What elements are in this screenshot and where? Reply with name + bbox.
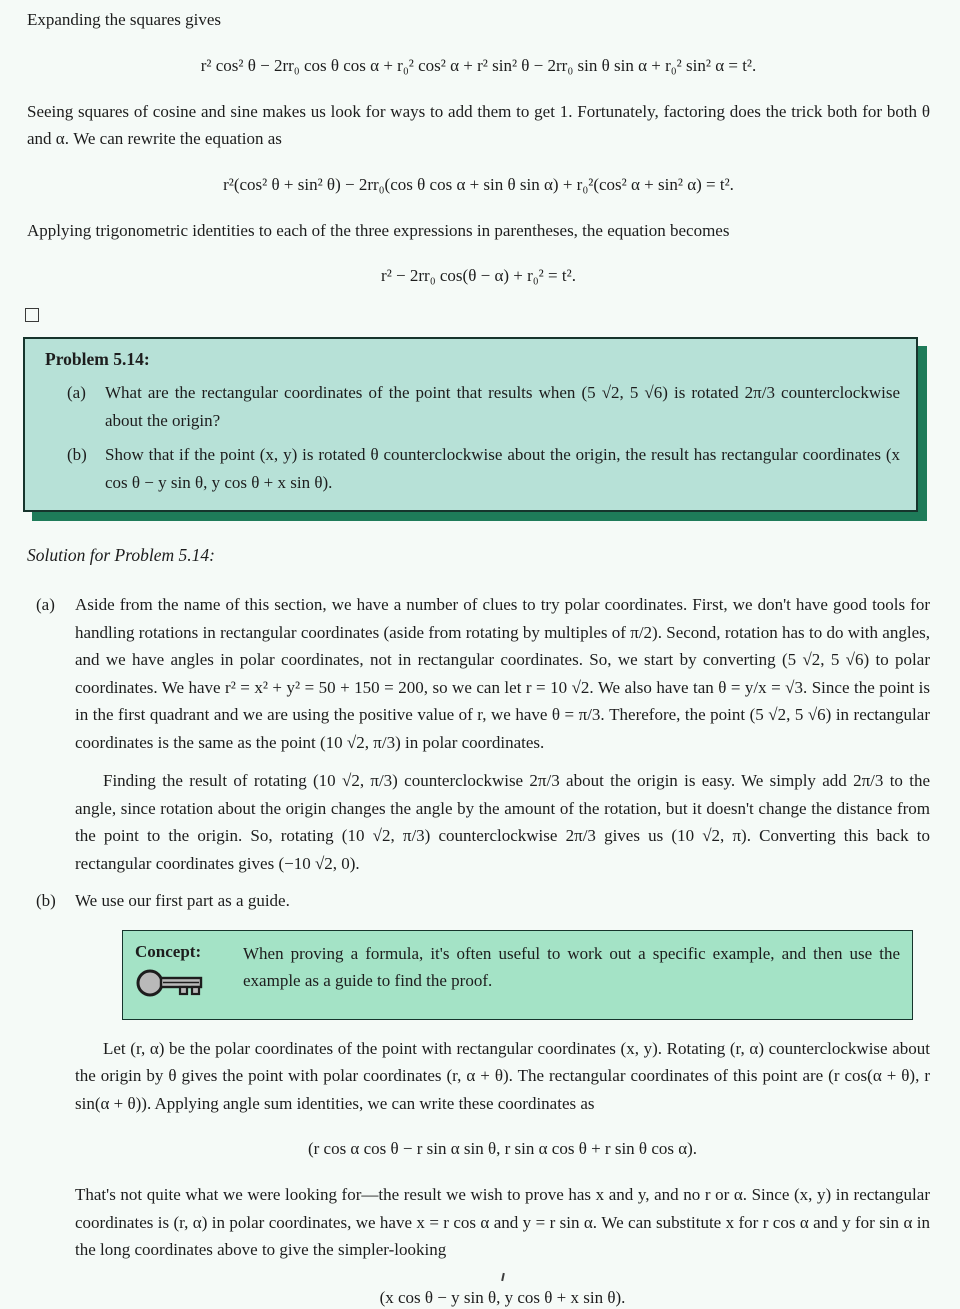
problem-part-a-text: What are the rectangular coordinates of the point that results when (5 √2, 5 √6) is rotated 2π/3 counterclockwise about the origin? bbox=[105, 383, 900, 430]
problem-title: Problem 5.14: bbox=[45, 349, 150, 369]
problem-part-a bbox=[45, 379, 904, 434]
problem-part-b bbox=[45, 441, 904, 496]
equation-law-of-cosines-form: r² − 2rr₀ cos(θ − α) + r₀² = t². bbox=[381, 266, 576, 285]
ink-speck bbox=[501, 1272, 505, 1280]
intro-paragraph: Expanding the squares gives bbox=[27, 10, 222, 29]
concept-label: Concept: bbox=[135, 941, 202, 961]
solution-part-b bbox=[27, 887, 930, 1309]
solution-b-intro: We use our first part as a guide. bbox=[75, 891, 290, 910]
paragraph-applying-identities: Applying trigonometric identities to each of the three expressions in parentheses, the equation becomes bbox=[27, 220, 730, 240]
concept-text: When proving a formula, it's often useful to work out a specific example, and then use the example as a guide to find the proof. bbox=[243, 943, 900, 990]
solution-part-b-body bbox=[75, 887, 930, 1309]
equation-factored: r²(cos² θ + sin² θ) − 2rr₀(cos θ cos α + sin θ sin α) + r₀²(cos² α + sin² α) = t². bbox=[223, 174, 734, 194]
solution-part-a bbox=[27, 591, 930, 877]
end-of-solution-row bbox=[27, 308, 930, 324]
problem-box bbox=[23, 337, 918, 512]
solution-part-b-label: (b) bbox=[36, 891, 56, 910]
solution-b-paragraph-2: That's not quite what we were looking for—the result we wish to prove has x and y, and no r or α. Since (x, y) in rectangular coordinates is (r, α) in polar coordinates, we have x = r cos α and y = r sin α. We can substitute x for r cos α and y for sin α in the long coordinates above to give the simpler-looking bbox=[75, 1185, 930, 1259]
problem-part-a-label: (a) bbox=[67, 383, 86, 402]
problem-part-b-label: (b) bbox=[67, 445, 87, 464]
solution-part-a-label: (a) bbox=[36, 595, 55, 614]
equation-final-coordinates: (x cos θ − y sin θ, y cos θ + x sin θ). bbox=[379, 1287, 626, 1307]
paragraph-seeing-squares: Seeing squares of cosine and sine makes us look for ways to add them to get 1. Fortunately, factoring does the trick both for both θ and α. We can rewrite the equation as bbox=[27, 101, 930, 148]
equation-long-coordinates: (r cos α cos θ − r sin α sin θ, r sin α cos θ + r sin θ cos α). bbox=[307, 1139, 698, 1158]
problem-part-b-text: Show that if the point (x, y) is rotated θ counterclockwise about the origin, the result has rectangular coordinates (x cos θ − y sin θ, y cos θ + x sin θ). bbox=[105, 445, 900, 492]
equation-expanded-squares: r² cos² θ − 2rr₀ cos θ cos α + r₀² cos² α + r² sin² θ − 2rr₀ sin θ sin α + r₀² sin² α = t². bbox=[200, 55, 757, 75]
solution-part-a-body bbox=[75, 591, 930, 877]
concept-box-left-column bbox=[135, 939, 243, 1009]
key-icon bbox=[135, 991, 207, 1008]
qed-square-icon bbox=[25, 308, 39, 322]
solution-b-paragraph-1: Let (r, α) be the polar coordinates of the point with rectangular coordinates (x, y). Rotating (r, α) counterclockwise about the origin by θ gives the point with polar coordinates (r, α + θ). The rectangular coordinates of this point are (r cos(α + θ), r sin(α + θ)). Applying angle sum identities, we can write these coordinates as bbox=[75, 1038, 930, 1113]
solution-heading: Solution for Problem 5.14: bbox=[27, 545, 215, 565]
concept-box bbox=[122, 930, 913, 1020]
solution-a-paragraph-1: Aside from the name of this section, we have a number of clues to try polar coordinates. First, we don't have good tools for handling rotations in rectangular coordinates (aside from rotating by multiples of π/2). Second, rotation has to do with angles, and we have angles in polar coordinates, not in rectangular coordinates. So, we start by converting (5 √2, 5 √6) to polar coordinates. We have r² = x² + y² = 50 + 150 = 200, so we can let r = 10 √2. We also have tan θ = y/x = √3. Since the point is in the first quadrant and we are using the positive value of r, we have θ = π/3. Therefore, the point (5 √2, 5 √6) in rectangular coordinates is the same as the point (10 √2, π/3) in polar coordinates. bbox=[75, 595, 930, 752]
solution-a-paragraph-2: Finding the result of rotating (10 √2, π/3) counterclockwise 2π/3 about the origin is easy. We simply add 2π/3 to the angle, since rotation about the origin changes the angle by the amount of the rotation, but it doesn't change the distance from the point to the origin. So, rotating (10 √2, π/3) counterclockwise 2π/3 gives us (10 √2, π). Converting this back to rectangular coordinates gives (−10 √2, 0). bbox=[75, 771, 930, 873]
